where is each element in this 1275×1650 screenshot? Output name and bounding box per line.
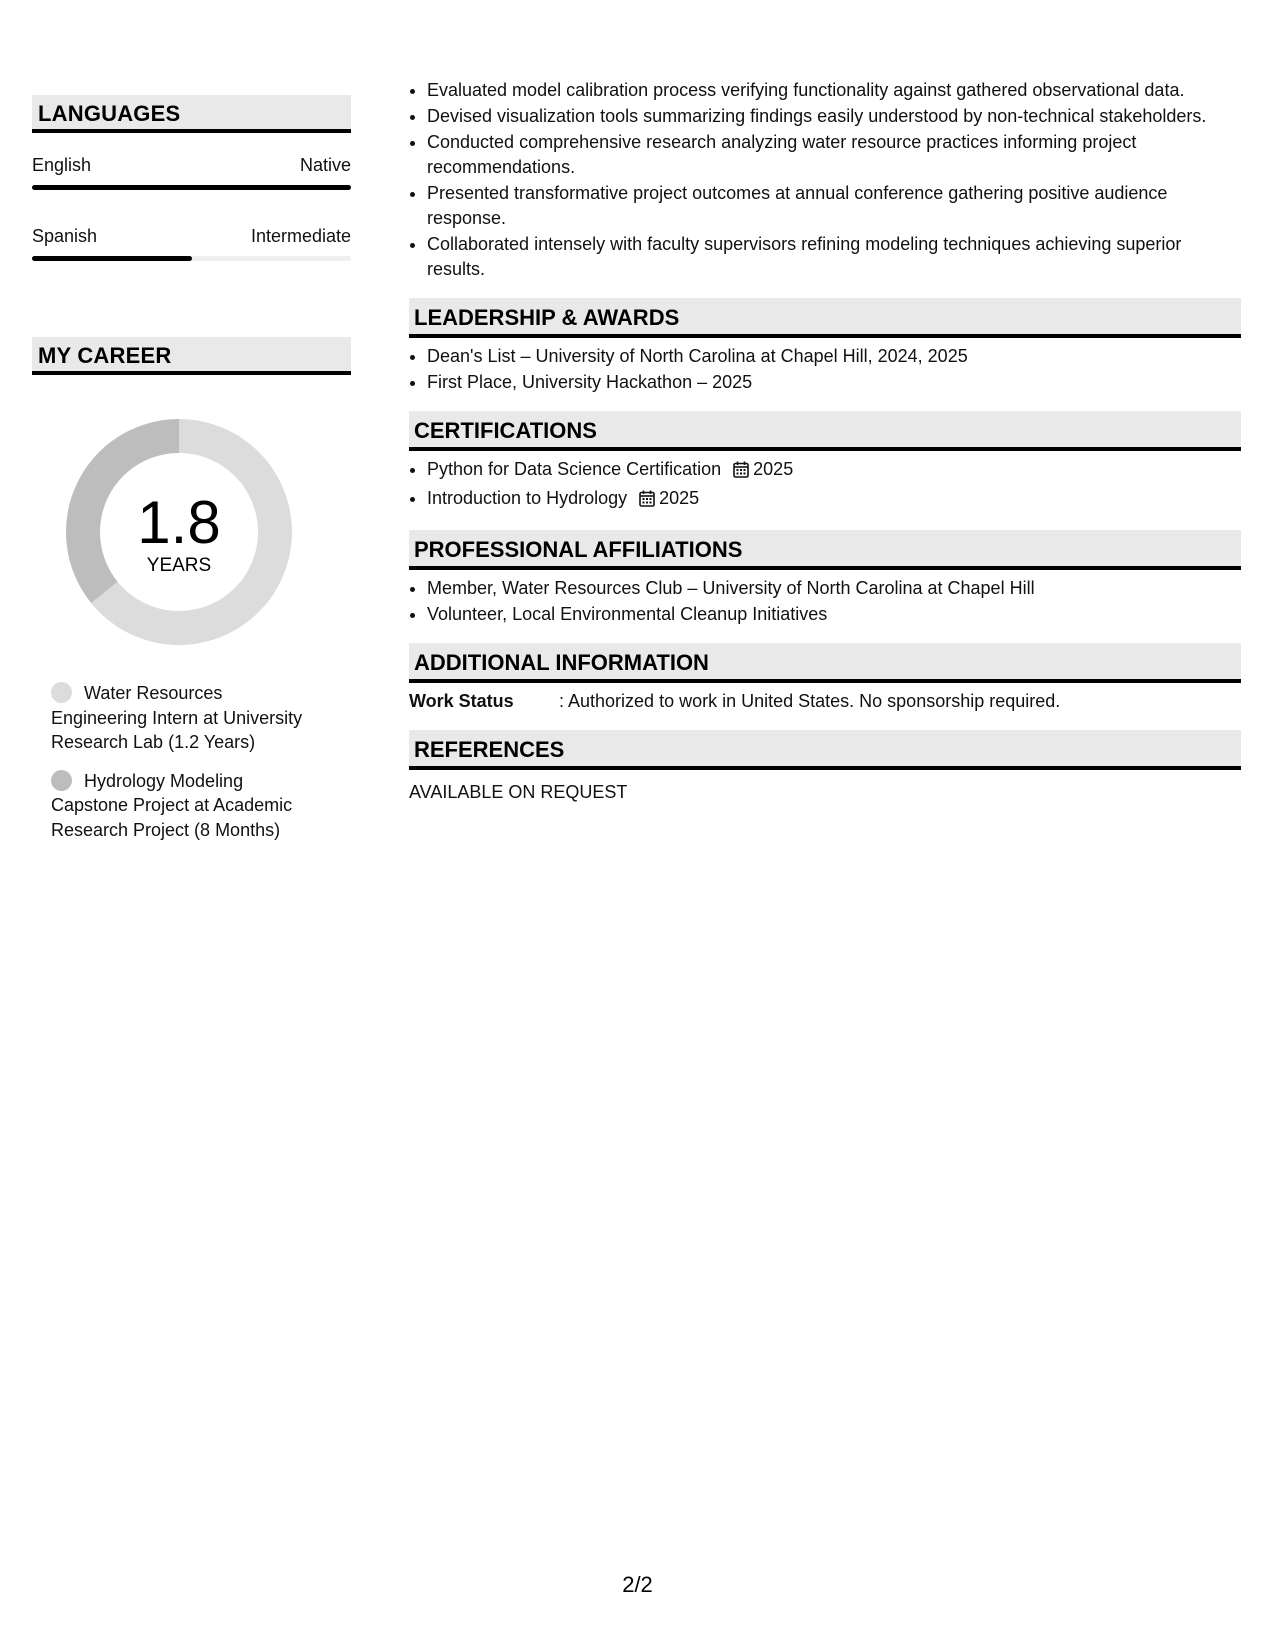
certification-year: 2025 [659,488,700,508]
affiliations-list [409,576,1241,627]
career-legend [32,681,351,842]
work-status-label: Work Status [409,691,514,711]
leadership-item: • Dean's List – University of North Carolina at Chapel Hill, 2024, 2025 [427,344,1241,369]
affiliations-heading: PROFESSIONAL AFFILIATIONS [409,530,1241,570]
career-unit-label: YEARS [146,555,212,576]
language-item [32,155,351,190]
certification-item [427,486,1241,514]
references-heading: REFERENCES [409,730,1241,770]
affiliation-item: • Volunteer, Local Environmental Cleanup Initiatives [427,602,1241,627]
language-row [32,155,351,176]
experience-bullet-list [409,78,1241,282]
language-level: Intermediate [250,226,351,246]
certifications-list [409,457,1241,514]
certification-year: 2025 [753,459,794,479]
calendar-icon [733,460,749,485]
calendar-icon [639,489,655,514]
language-bar-track [32,185,351,190]
donut-center [66,419,292,645]
language-name: Spanish [32,226,98,246]
leadership-list [409,344,1241,395]
certification-item [427,457,1241,485]
language-row [32,226,351,247]
language-bar-fill [32,185,351,190]
right-column [409,78,1241,805]
work-status-value: : Authorized to work in United States. No sponsorship required. [559,691,1061,711]
leadership-item: • First Place, University Hackathon – 2025 [427,370,1241,395]
affiliation-item: • Member, Water Resources Club – University of North Carolina at Chapel Hill [427,576,1241,601]
legend-dot-icon [51,682,72,703]
language-item [32,226,351,261]
certifications-heading: CERTIFICATIONS [409,411,1241,451]
work-status-row [409,689,1241,714]
language-level: Native [299,155,351,175]
additional-info-heading: ADDITIONAL INFORMATION [409,643,1241,683]
language-bar-fill [32,256,192,261]
experience-bullet: • Collaborated intensely with faculty supervisors refining modeling techniques achieving superior results. [427,232,1241,282]
certification-name: Python for Data Science Certification [427,459,722,479]
languages-heading: LANGUAGES [32,95,351,133]
references-text: AVAILABLE ON REQUEST [409,782,628,802]
career-heading: MY CAREER [32,337,351,375]
language-name: English [32,155,92,175]
legend-dot-icon [51,770,72,791]
certification-name: Introduction to Hydrology [427,488,628,508]
experience-bullet: • Conducted comprehensive research analyzing water resource practices informing project recommendations. [427,130,1241,180]
career-legend-label: Water Resources Engineering Intern at University Research Lab (1.2 Years) [51,683,303,752]
leadership-heading: LEADERSHIP & AWARDS [409,298,1241,338]
career-legend-label: Hydrology Modeling Capstone Project at Academic Research Project (8 Months) [51,770,293,840]
language-bar-track [32,256,351,261]
experience-bullet: • Devised visualization tools summarizing findings easily understood by non-technical stakeholders. [427,104,1241,129]
page-number: 2/2 [622,1572,653,1597]
experience-bullet: • Presented transformative project outcomes at annual conference gathering positive audience response. [427,181,1241,231]
career-total-years: 1.8 [137,489,221,556]
career-legend-item [51,681,321,755]
career-legend-item [51,769,321,843]
career-donut-chart [66,419,292,645]
left-column [32,95,351,856]
experience-bullet: • Evaluated model calibration process verifying functionality against gathered observational data. [427,78,1241,103]
